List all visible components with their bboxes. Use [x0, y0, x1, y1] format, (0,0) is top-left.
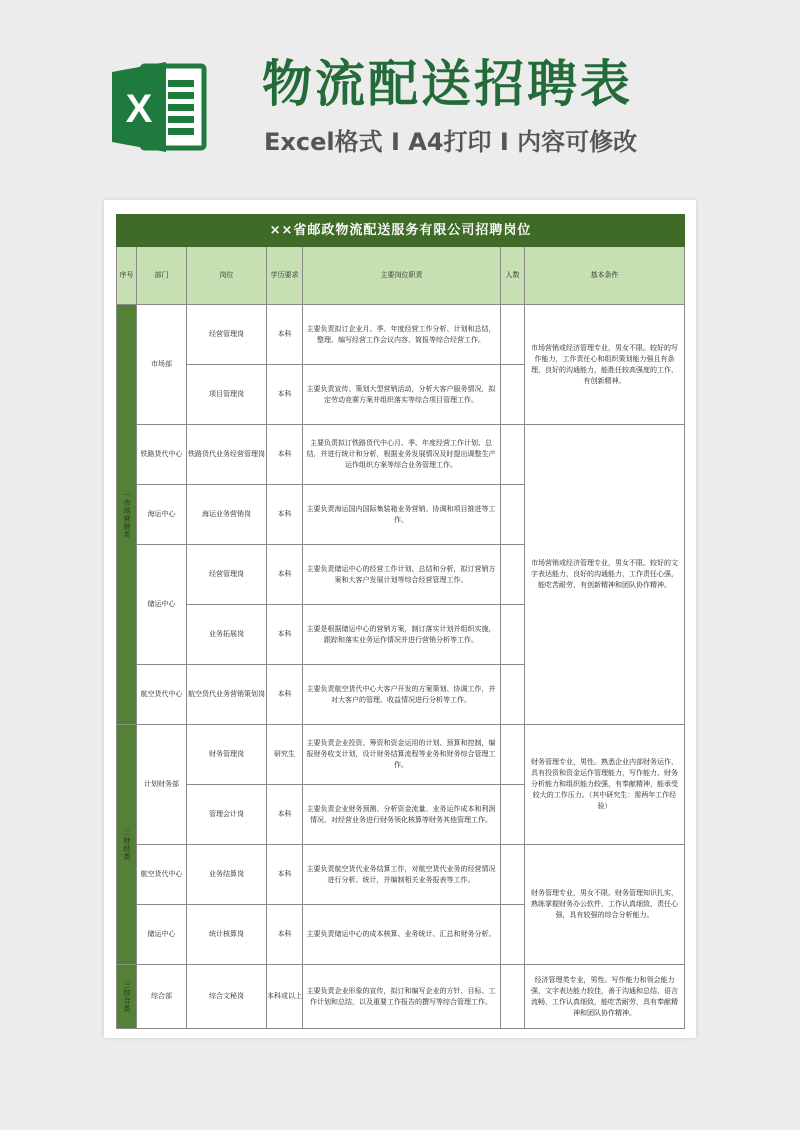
header-post: 岗位 — [187, 247, 267, 305]
duty-cell: 主要负责拟订铁路货代中心月、季、年度经营工作计划、总结，并进行统计和分析，根据业务发展情况及时提出调整生产运作组织方案等综合业务管理工作。 — [303, 425, 501, 485]
count-cell — [501, 665, 525, 725]
page-title: 物流配送招聘表 — [262, 55, 633, 113]
edu-cell: 本科 — [267, 305, 303, 365]
recruitment-table — [116, 214, 685, 1029]
duty-cell: 主要负责企业财务预测、分析资金流量、业务运作成本和利润情况，对经营业务进行财务领化核算等财务其他管理工作。 — [303, 785, 501, 845]
duty-cell: 主要负责储运中心的经营工作计划、总结和分析，拟订营销方案和大客户发展计划等综合经营管理工作。 — [303, 545, 501, 605]
edu-cell: 本科 — [267, 785, 303, 845]
count-cell — [501, 965, 525, 1029]
condition-cell: 市场营销或经济管理专业，男女不限。较好的写作能力，工作责任心和组织策划能力强且有条理，良好的沟通能力，能胜任较高强度的工作，有创新精神。 — [525, 305, 685, 425]
dept-cell: 海运中心 — [137, 485, 187, 545]
dept-cell: 航空货代中心 — [137, 665, 187, 725]
duty-cell: 主要负责宣传、策划大型营销活动，分析大客户服务情况，拟定劳动竞赛方案并组织落实等综合项目管理工作。 — [303, 365, 501, 425]
count-cell — [501, 365, 525, 425]
count-cell — [501, 485, 525, 545]
count-cell — [501, 725, 525, 785]
duty-cell: 主要负责拟订企业月、季、年度经营工作分析、计划和总结，整理、编写经营工作会议内容、简报等综合经营工作。 — [303, 305, 501, 365]
post-cell: 经营管理岗 — [187, 545, 267, 605]
table-row — [117, 965, 685, 1029]
dept-cell: 储运中心 — [137, 905, 187, 965]
post-cell: 统计核算岗 — [187, 905, 267, 965]
condition-cell: 财务管理专业，男女不限。财务管理知识扎实，熟练掌握财务办公软件，工作认真细致、责任心强，具有较强的综合分析能力。 — [525, 845, 685, 965]
post-cell: 项目管理岗 — [187, 365, 267, 425]
edu-cell: 本科 — [267, 365, 303, 425]
condition-cell: 市场营销或经济管理专业，男女不限。较好的文字表达能力，良好的沟通能力，工作责任心强，能吃苦耐劳，有创新精神和团队协作精神。 — [525, 425, 685, 725]
count-cell — [501, 785, 525, 845]
duty-cell: 主要是根据储运中心的营销方案，制订落实计划并组织实施，跟踪和落实业务运作情况并进行营销分析等工作。 — [303, 605, 501, 665]
post-cell: 铁路货代业务经营管理岗 — [187, 425, 267, 485]
dept-cell: 航空货代中心 — [137, 845, 187, 905]
table-row — [117, 845, 685, 905]
edu-cell: 本科 — [267, 905, 303, 965]
document-sheet — [104, 200, 696, 1038]
dept-cell: 计划财务部 — [137, 725, 187, 845]
edu-cell: 本科 — [267, 605, 303, 665]
duty-cell: 主要负责企业形象的宣传，拟订和编写企业的方针、目标、工作计划和总结，以及重要工作报告的撰写等综合管理工作。 — [303, 965, 501, 1029]
header-cond: 基本条件 — [525, 247, 685, 305]
header-seq: 序号 — [117, 247, 137, 305]
table-row — [117, 425, 685, 485]
dept-cell: 铁路货代中心 — [137, 425, 187, 485]
count-cell — [501, 305, 525, 365]
count-cell — [501, 845, 525, 905]
category-general: 三综合类 — [117, 965, 137, 1029]
duty-cell: 主要负责航空货代中心大客户开发的方案策划、协调工作，并对大客户的管理、收益情况进行分析等工作。 — [303, 665, 501, 725]
edu-cell: 研究生 — [267, 725, 303, 785]
page-header — [0, 0, 800, 200]
post-cell: 管理会计岗 — [187, 785, 267, 845]
table-row — [117, 305, 685, 365]
header-duty: 主要岗位职责 — [303, 247, 501, 305]
post-cell: 业务结算岗 — [187, 845, 267, 905]
category-finance: 二财经类 — [117, 725, 137, 965]
header-count: 人数 — [501, 247, 525, 305]
page-subtitle: Excel格式 Ⅰ A4打印 Ⅰ 内容可修改 — [264, 128, 638, 156]
table-title: ××省邮政物流配送服务有限公司招聘岗位 — [117, 215, 685, 247]
logo-letter: X — [125, 87, 153, 131]
duty-cell: 主要负责企业投资、筹资和资金运用的计划、预算和控制，编报财务收支计划，设计财务结算流程等业务和财务综合管理工作。 — [303, 725, 501, 785]
header-row — [117, 247, 685, 305]
edu-cell: 本科 — [267, 425, 303, 485]
header-edu: 学历要求 — [267, 247, 303, 305]
count-cell — [501, 905, 525, 965]
post-cell: 综合文秘岗 — [187, 965, 267, 1029]
excel-icon — [108, 58, 208, 156]
category-market: 一市场营销类 — [117, 305, 137, 725]
count-cell — [501, 605, 525, 665]
edu-cell: 本科 — [267, 845, 303, 905]
table-row — [117, 725, 685, 785]
dept-cell: 储运中心 — [137, 545, 187, 665]
post-cell: 航空货代业务营销策划岗 — [187, 665, 267, 725]
post-cell: 财务管理岗 — [187, 725, 267, 785]
duty-cell: 主要负责储运中心的成本核算、业务统计、汇总和财务分析。 — [303, 905, 501, 965]
condition-cell: 经济管理类专业，男性。写作能力和领会能力强，文字表达能力较佳，善于沟通和总结，语言流畅，工作认真细致，能吃苦耐劳，具有奉献精神和团队协作精神。 — [525, 965, 685, 1029]
edu-cell: 本科 — [267, 545, 303, 605]
dept-cell: 市场部 — [137, 305, 187, 425]
post-cell: 海运业务营销岗 — [187, 485, 267, 545]
duty-cell: 主要负责航空货代业务结算工作，对航空货代业务的经营情况进行分析、统计，并编制相关业务报表等工作。 — [303, 845, 501, 905]
duty-cell: 主要负责海运国内国际集装箱业务营销、协调和项目推进等工作。 — [303, 485, 501, 545]
post-cell: 经营管理岗 — [187, 305, 267, 365]
count-cell — [501, 545, 525, 605]
count-cell — [501, 425, 525, 485]
edu-cell: 本科 — [267, 665, 303, 725]
edu-cell: 本科 — [267, 485, 303, 545]
post-cell: 业务拓展岗 — [187, 605, 267, 665]
header-dept: 部门 — [137, 247, 187, 305]
edu-cell: 本科或以上 — [267, 965, 303, 1029]
dept-cell: 综合部 — [137, 965, 187, 1029]
condition-cell: 财务管理专业，男性。熟悉企业内部财务运作，具有投资和资金运作管理能力，写作能力、财务分析能力和组织能力较强，有奉献精神，能承受较大的工作压力。（其中研究生：需两年工作经验） — [525, 725, 685, 845]
